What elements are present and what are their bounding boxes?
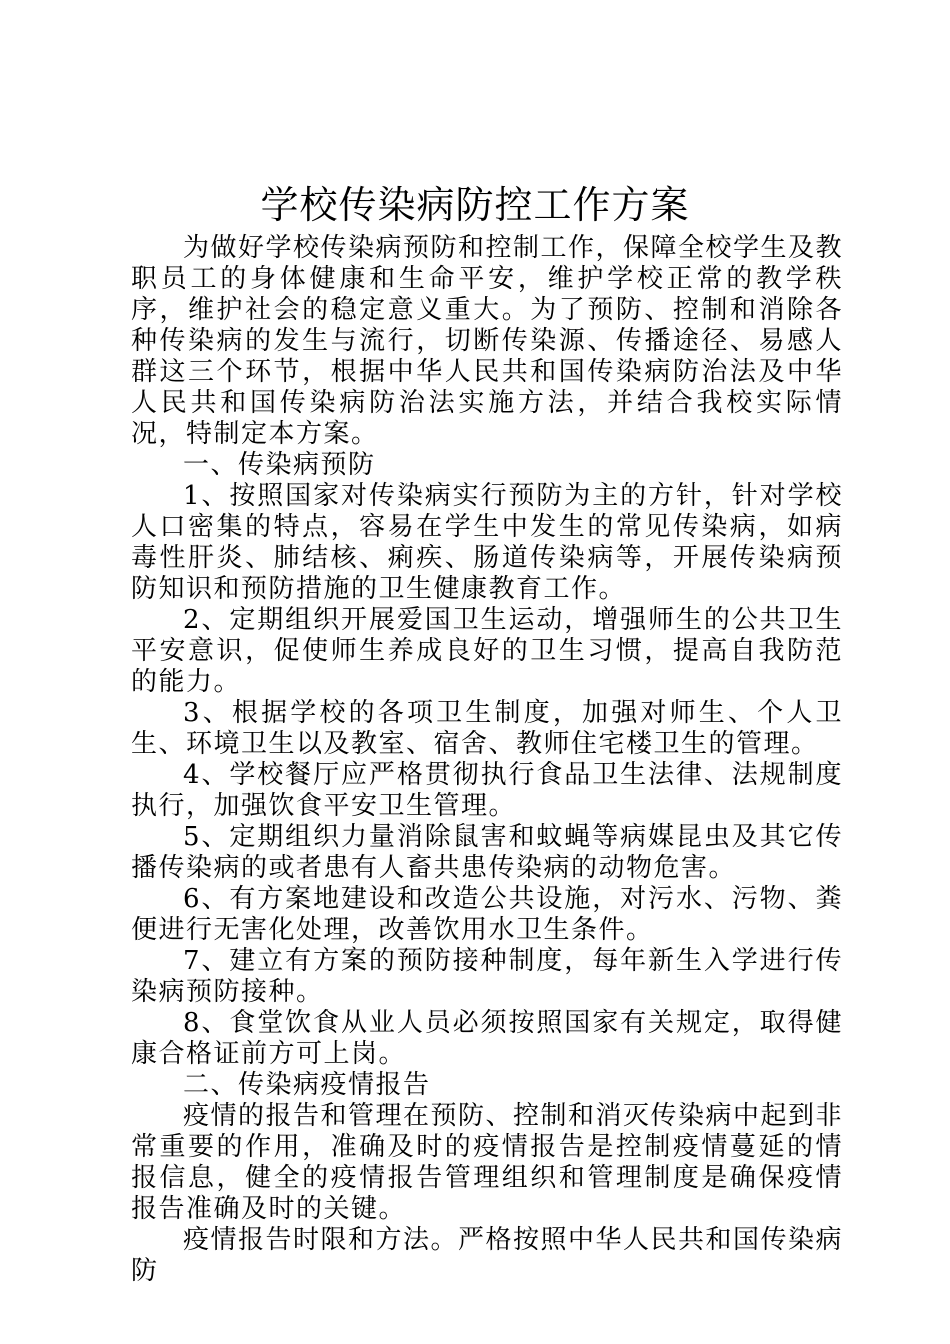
list-item: 5、定期组织力量消除鼠害和蚊蝇等病媒昆虫及其它传播传染病的或者患有人畜共患传染病的动物危害。 — [131, 822, 843, 883]
intro-paragraph: 为做好学校传染病预防和控制工作，保障全校学生及教职员工的身体健康和生命平安，维护学校正常的教学秩序，维护社会的稳定意义重大。为了预防、控制和消除各种传染病的发生与流行，切断传染源、传播途径、易感人群这三个环节，根据中华人民共和国传染病防治法及中华人民共和国传染病防治法实施方法，并结合我校实际情况，特制定本方案。 — [131, 233, 844, 449]
document-body — [131, 233, 843, 1287]
section-heading-prevention: 一、传染病预防 — [183, 450, 376, 480]
list-item: 3、根据学校的各项卫生制度，加强对师生、个人卫生、环境卫生以及教室、宿舍、教师住宅楼卫生的管理。 — [131, 698, 843, 759]
section-heading-reporting: 二、传染病疫情报告 — [183, 1070, 431, 1100]
list-item: 2、定期组织开展爱国卫生运动，增强师生的公共卫生平安意识，促使师生养成良好的卫生习惯，提高自我防范的能力。 — [131, 605, 843, 697]
list-item: 7、建立有方案的预防接种制度，每年新生入学进行传染病预防接种。 — [131, 946, 843, 1007]
body-paragraph: 疫情的报告和管理在预防、控制和消灭传染病中起到非常重要的作用，准确及时的疫情报告是控制疫情蔓延的情报信息，健全的疫情报告管理组织和管理制度是确保疫情报告准确及时的关键。 — [131, 1101, 844, 1224]
list-item: 8、食堂饮食从业人员必须按照国家有关规定，取得健康合格证前方可上岗。 — [131, 1008, 843, 1069]
document-title: 学校传染病防控工作方案 — [260, 183, 690, 227]
body-paragraph: 疫情报告时限和方法。严格按照中华人民共和国传染病防 — [131, 1225, 844, 1286]
list-item: 4、学校餐厅应严格贯彻执行食品卫生法律、法规制度执行，加强饮食平安卫生管理。 — [131, 760, 843, 821]
list-item: 6、有方案地建设和改造公共设施，对污水、污物、粪便进行无害化处理，改善饮用水卫生条件。 — [131, 884, 843, 945]
list-item: 1、按照国家对传染病实行预防为主的方针，针对学校人口密集的特点，容易在学生中发生的常见传染病，如病毒性肝炎、肺结核、痢疾、肠道传染病等，开展传染病预防知识和预防措施的卫生健康教育工作。 — [131, 481, 843, 604]
